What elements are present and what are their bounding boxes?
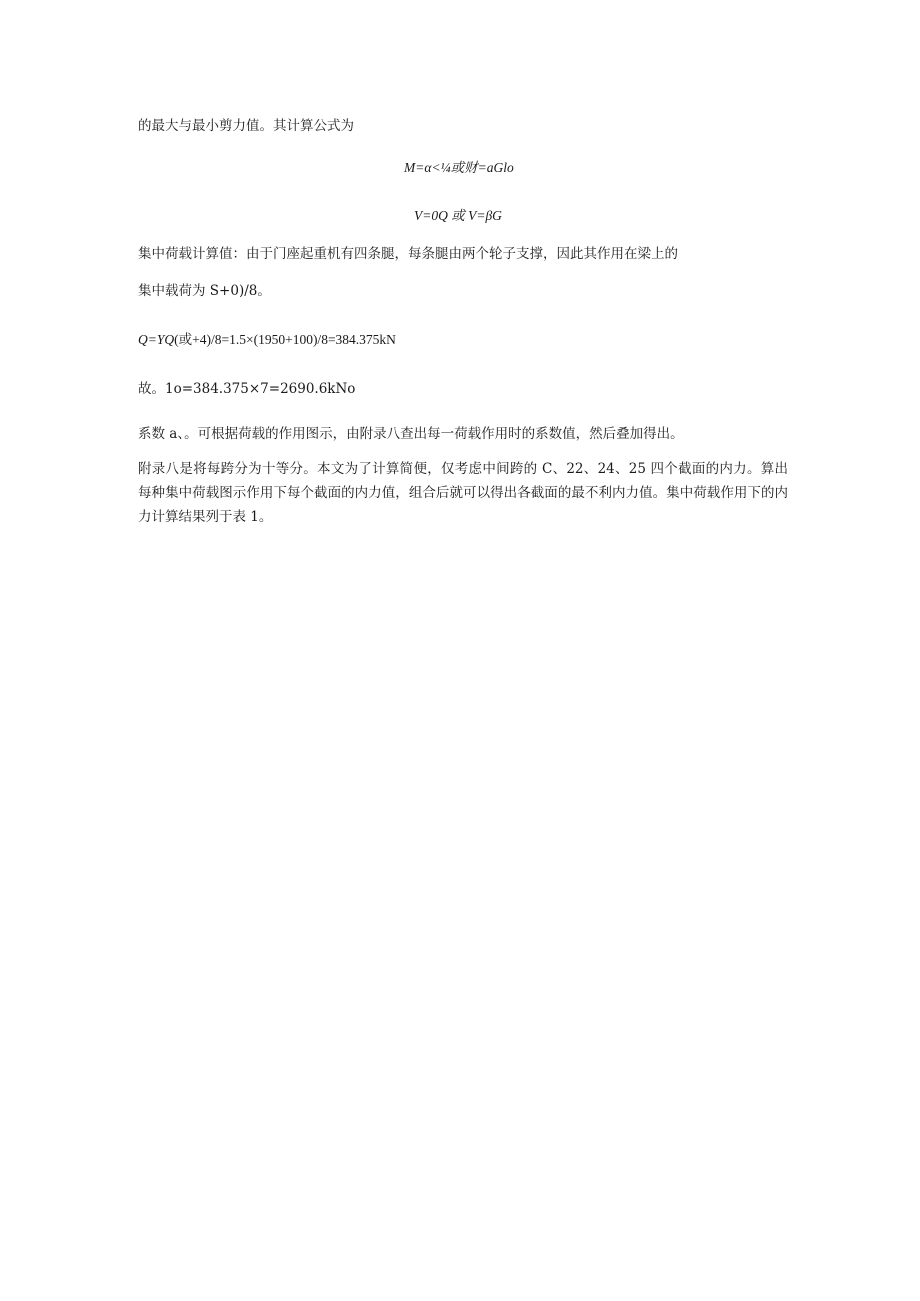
formula-q [138,331,396,349]
formula-q-symbol: Q=YQ [138,332,175,347]
text-line-load-per-wheel: 集中载荷为 S+0)/8。 [138,283,271,299]
text-line-intro: 的最大与最小剪力值。其计算公式为 [138,118,354,134]
formula-q-expression: (或+4)/8=1.5×(1950+100)/8=384.375kN [174,332,396,347]
paragraph-appendix: 附录八是将每跨分为十等分。本文为了计算简便，仅考虑中间跨的 C、22、24、25 四个截面的内力。算出每种集中荷载图示作用下每个截面的内力值，组合后就可以得出各截面的最不利内力值。集中荷载作用下的内力计算结果列于表 1。 [138,461,788,525]
text-line-coefficient: 系数 a、。可根据荷载的作用图示，由附录八查出每一荷载作用时的系数值，然后叠加得出。 [138,426,684,442]
formula-shear: V=0Q 或 V=βG [414,208,502,223]
formula-moment: M=α<¼或财=aGlo [404,160,514,175]
text-line-concentrated-load: 集中荷载计算值：由于门座起重机有四条腿，每条腿由两个轮子支撑，因此其作用在梁上的 [138,246,678,262]
text-line-result: 故。1o=384.375×7=2690.6kNo [138,381,356,397]
